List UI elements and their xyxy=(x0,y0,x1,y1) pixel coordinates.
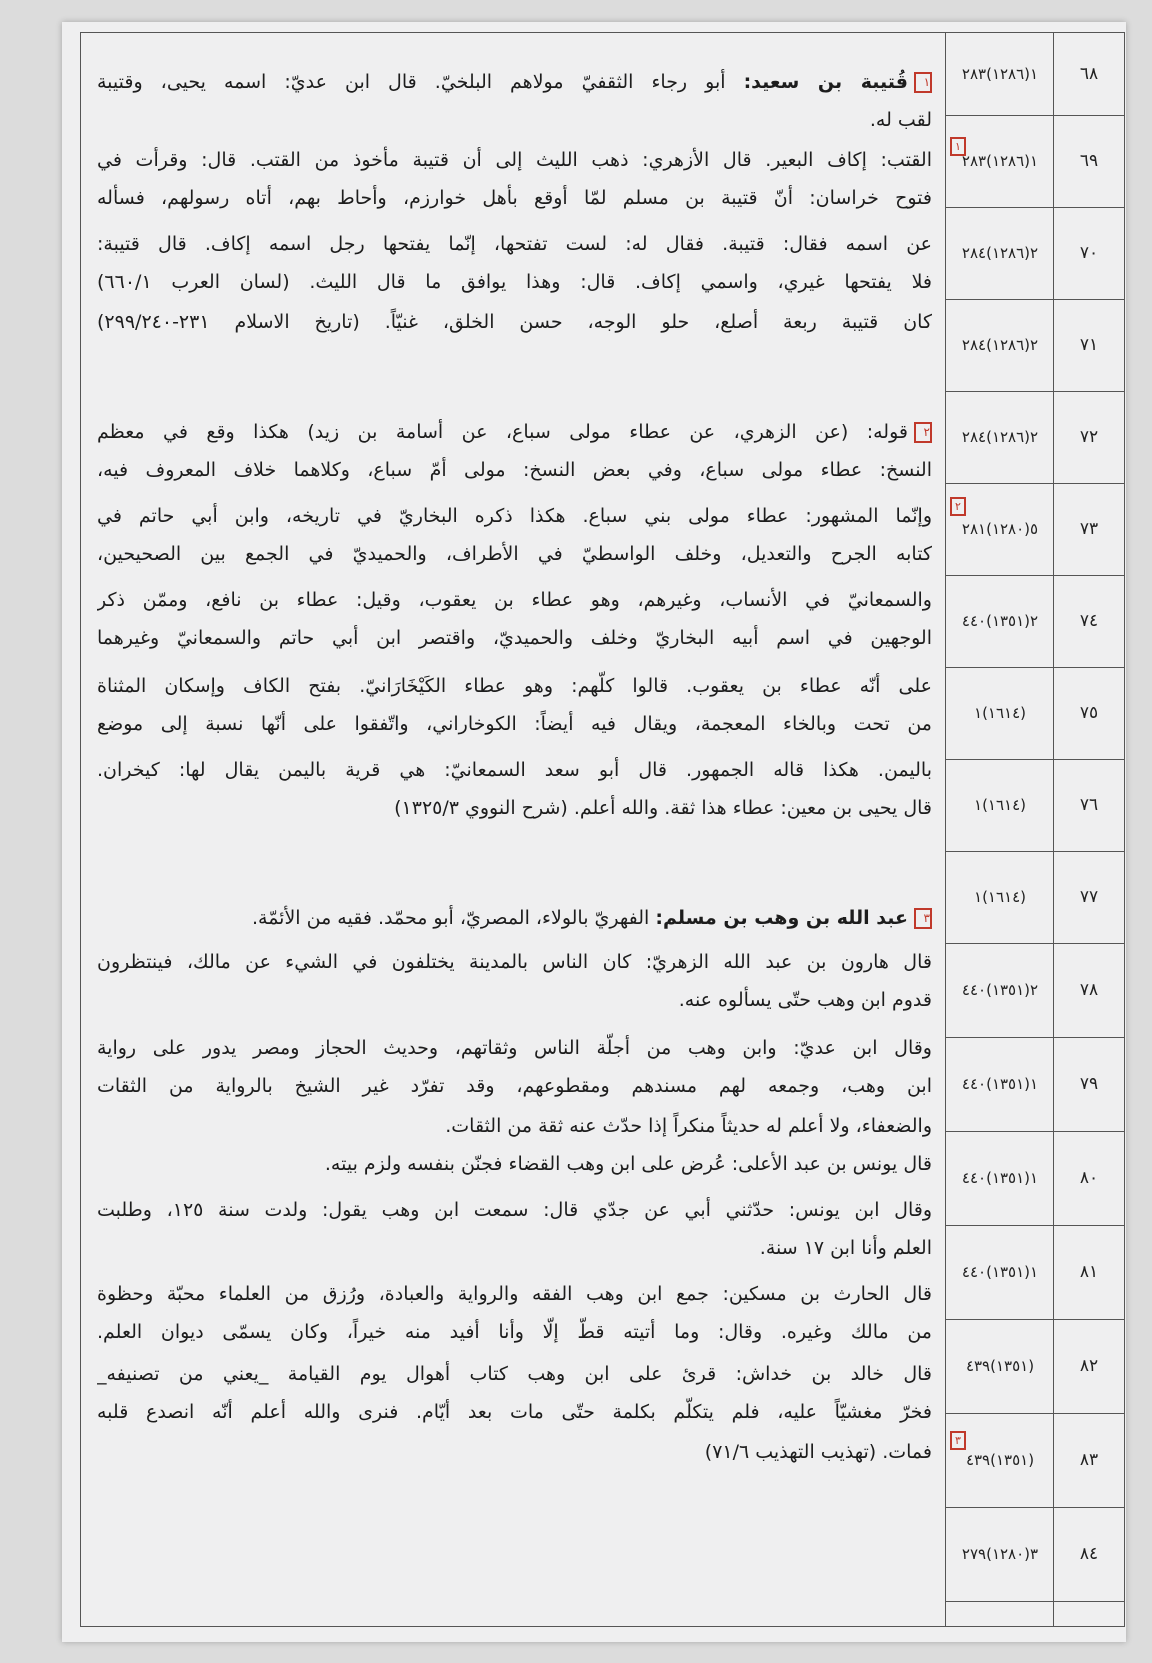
text-line: قال يونس بن عبد الأعلى: عُرض على ابن وهب القضاء فجنّن بنفسه ولزم بيته. xyxy=(324,1153,932,1175)
text-line: قال هارون بن عبد الله الزهريّ: كان الناس بالمدينة يختلفون في الشيء عن مالك، فينتظرون xyxy=(97,951,932,973)
text-line: فخرّ مغشيّاً عليه، فلم يتكلّم بكلمة حتّى مات بعد أيّام. فنرى والله أعلم أنّه انصدع قلبه xyxy=(97,1401,932,1423)
entry-heading: قُتيبة بن سعيد: xyxy=(743,71,909,93)
reference-cell: ٢(١٣٥١)٤٤٠ xyxy=(946,575,1054,668)
commentary-text xyxy=(81,33,946,1626)
row-number: ٧٢ xyxy=(1054,391,1124,484)
row-number: ٧٨ xyxy=(1054,943,1124,1038)
reference-cell: ٢(١٢٨٦)٢٨٤ xyxy=(946,391,1054,484)
reference-cell: ٢(١٣٥١)٤٤٠ xyxy=(946,943,1054,1038)
text-line: القتب: إكاف البعير. قال الأزهري: ذهب الليث إلى أن قتيبة مأخوذ من القتب. قال: وقرأت في xyxy=(97,149,932,171)
row-number: ٦٩ xyxy=(1054,115,1124,208)
text-line: قال خالد بن خداش: قرئ على ابن وهب كتاب أهوال يوم القيامة _يعني من تصنيفه_ xyxy=(97,1363,932,1385)
text-line: باليمن. هكذا قاله الجمهور. قال أبو سعد السمعانيّ: هي قرية باليمن يقال لها: كيخران. xyxy=(97,759,932,781)
row-number: ٧٤ xyxy=(1054,575,1124,668)
row-number: ٧٧ xyxy=(1054,851,1124,944)
reference-column xyxy=(945,33,1054,1626)
text-line: فتوح خراسان: أنّ قتيبة بن مسلم لمّا أوقع بأهل خوارزم، وأحاط بهم، أتاه رسولهم، فسأله xyxy=(97,187,932,209)
reference-cell: ١(١٢٨٦)٢٨٣ xyxy=(946,33,1054,116)
text-line: النسخ: عطاء مولى سباع، وفي بعض النسخ: مولى أمّ سباع، وكلاهما خلاف المعروف فيه، xyxy=(97,459,932,481)
reference-cell: ١(١٣٥١)٤٤٠ xyxy=(946,1037,1054,1132)
reference-cell: ١(١٢٨٦)٢٨٣ xyxy=(946,115,1054,208)
text-line: وقال ابن يونس: حدّثني أبي عن جدّي قال: سمعت ابن وهب يقول: ولدت سنة ١٢٥، وطلبت xyxy=(97,1199,932,1221)
row-number: ٨٠ xyxy=(1054,1131,1124,1226)
reference-cell: (١٣٥١)٤٣٩ xyxy=(946,1413,1054,1508)
row-number: ٧٦ xyxy=(1054,759,1124,852)
row-number: ٧٣ xyxy=(1054,483,1124,576)
text-line: عن اسمه فقال: قتيبة. فقال له: لست تفتحها، إنّما يفتحها رجل اسمه إكاف. قال قتيبة: xyxy=(97,233,932,255)
text-line: لقب له. xyxy=(869,109,932,131)
reference-cell: ٢(١٢٨٦)٢٨٤ xyxy=(946,299,1054,392)
text-line: من تحت وبالخاء المعجمة، ويقال فيه أيضاً: الكوخاراني، واتّفقوا على أنّها نسبة إلى موضع xyxy=(97,713,932,735)
text-line: ١قُتيبة بن سعيد: أبو رجاء الثقفيّ مولاهم البلخيّ. قال ابن عديّ: اسمه يحيى، وقتيبة xyxy=(97,71,931,93)
text-line: وإنّما المشهور: عطاء مولى بني سباع. هكذا ذكره البخاريّ في تاريخه، وابن أبي حاتم في xyxy=(97,505,932,527)
text-line: فلا يفتحها غيري، واسمي إكاف. قال: وهذا يوافق ما قال الليث. (لسان العرب ٦٦٠/١) xyxy=(97,271,932,293)
text-line: قال يحيى بن معين: عطاء هذا ثقة. والله أعلم. (شرح النووي ١٣٢٥/٣) xyxy=(394,797,932,819)
reference-cell: (١٦١٤)١ xyxy=(946,667,1054,760)
text-line: وقال ابن عديّ: وابن وهب من أجلّة الناس وثقاتهم، وحديث الحجاز ومصر يدور على رواية xyxy=(97,1037,932,1059)
reference-marker: ٢ xyxy=(950,497,966,516)
row-number: ٧٥ xyxy=(1054,667,1124,760)
document-page xyxy=(62,22,1126,1642)
reference-cell: ٢(١٢٨٦)٢٨٤ xyxy=(946,207,1054,300)
text-line: فمات. (تهذيب التهذيب ٧١/٦) xyxy=(704,1441,932,1463)
text-line: قال الحارث بن مسكين: جمع ابن وهب الفقه والرواية والعبادة، ورُزق من العلماء محبّة وحظوة xyxy=(97,1283,932,1305)
row-number: ٧٩ xyxy=(1054,1037,1124,1132)
row-number: ٦٨ xyxy=(1054,33,1124,116)
text-line: كتابه الجرح والتعديل، وخلف الواسطيّ في الأطراف، والحميديّ في الجمع بين الصحيحين، xyxy=(97,543,932,565)
reference-marker: ١ xyxy=(950,137,966,156)
reference-marker: ٣ xyxy=(950,1431,966,1450)
reference-cell: (١٣٥١)٤٣٩ xyxy=(946,1319,1054,1414)
row-number-column xyxy=(1053,33,1124,1626)
row-number: ٨٣ xyxy=(1054,1413,1124,1508)
reference-cell: ٣(١٢٨٠)٢٧٩ xyxy=(946,1507,1054,1602)
row-number: ٨١ xyxy=(1054,1225,1124,1320)
text-line: ٣عبد الله بن وهب بن مسلم: الفهريّ بالولاء، المصريّ، أبو محمّد. فقيه من الأئمّة. xyxy=(251,907,930,929)
reference-cell: (١٦١٤)١ xyxy=(946,759,1054,852)
text-line: على أنّه عطاء بن يعقوب. قالوا كلّهم: وهو عطاء الكَيْخَارَانيّ. بفتح الكاف وإسكان المثناة xyxy=(97,675,932,697)
reference-cell: ٥(١٢٨٠)٢٨١ xyxy=(946,483,1054,576)
reference-cell: (١٦١٤)١ xyxy=(946,851,1054,944)
text-line: ابن وهب، وجمعه لهم مسندهم ومقطوعهم، وقد تفرّد غير الشيخ بالرواية من الثقات xyxy=(97,1075,932,1097)
row-number: ٧١ xyxy=(1054,299,1124,392)
row-number: ٧٠ xyxy=(1054,207,1124,300)
row-number: ٨٤ xyxy=(1054,1507,1124,1602)
reference-cell: ١(١٣٥١)٤٤٠ xyxy=(946,1131,1054,1226)
text-line: والضعفاء، ولا أعلم له حديثاً منكراً إذا حدّث عنه ثقة من الثقات. xyxy=(445,1115,932,1137)
text-line: العلم وأنا ابن ١٧ سنة. xyxy=(759,1237,932,1259)
text-line: ٢قوله: (عن الزهري، عن عطاء مولى سباع، عن أسامة بن زيد) هكذا وقع في معظم xyxy=(97,421,930,443)
section-marker: ٢ xyxy=(914,422,932,443)
section-marker: ١ xyxy=(914,72,932,93)
table-frame xyxy=(80,32,1125,1627)
section-marker: ٣ xyxy=(914,908,932,929)
entry-heading: عبد الله بن وهب بن مسلم: xyxy=(655,907,908,929)
text-line: والسمعانيّ في الأنساب، وغيرهم، وهو عطاء بن يعقوب، وقيل: عطاء بن نافع، وممّن ذكر xyxy=(97,589,932,611)
reference-cell: ١(١٣٥١)٤٤٠ xyxy=(946,1225,1054,1320)
text-line: من مالك وغيره. وقال: وما أتيته قطّ إلّا وأنا أفيد منه خيراً، وكان يسمّى ديوان العلم. xyxy=(97,1321,932,1343)
row-number: ٨٢ xyxy=(1054,1319,1124,1414)
text-line: كان قتيبة ربعة أصلع، حلو الوجه، حسن الخلق، غنيّاً. (تاريخ الاسلام ٢٣١-٢٩٩/٢٤٠) xyxy=(97,311,932,333)
text-line: الوجهين في اسم أبيه البخاريّ وخلف والحميديّ، واقتصر ابن أبي حاتم والسمعانيّ وغيرهما xyxy=(97,627,932,649)
text-line: قدوم ابن وهب حتّى يسألوه عنه. xyxy=(678,989,932,1011)
